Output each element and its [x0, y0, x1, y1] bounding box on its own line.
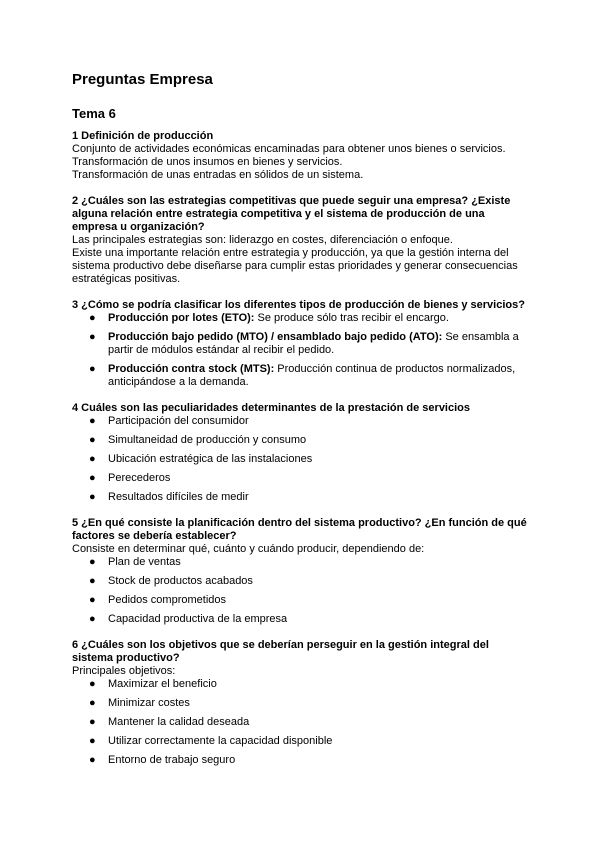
list-item: [72, 613, 532, 626]
answer-line: Transformación de unos insumos en bienes y servicios.: [72, 156, 343, 168]
bullet-icon: ●: [89, 453, 96, 465]
list-item: [72, 697, 532, 710]
list-item: [72, 472, 532, 485]
list-item: [72, 735, 532, 748]
answer-line: Consiste en determinar qué, cuánto y cuándo producir, dependiendo de:: [72, 543, 425, 555]
list-item: [72, 312, 532, 325]
bullet-icon: ●: [89, 312, 96, 324]
question-heading: 3 ¿Cómo se podría clasificar los diferentes tipos de producción de bienes y servicios?: [72, 299, 525, 311]
bullet-icon: ●: [89, 556, 96, 568]
item-text: Se ensambla a partir de módulos estándar al recibir el pedido.: [108, 331, 519, 356]
bullet-icon: ●: [89, 434, 96, 446]
bullet-icon: ●: [89, 415, 96, 427]
answer-line: Transformación de unas entradas en sólidos de un sistema.: [72, 169, 364, 181]
bullet-icon: ●: [89, 331, 96, 343]
item-text: Resultados difíciles de medir: [108, 491, 249, 503]
section-4: [72, 402, 532, 504]
question-heading: 4 Cuáles son las peculiaridades determinantes de la prestación de servicios: [72, 402, 470, 414]
item-text: Entorno de trabajo seguro: [108, 754, 236, 766]
item-text: Mantener la calidad deseada: [108, 716, 250, 728]
list-item: [72, 716, 532, 729]
item-term: Producción por lotes (ETO):: [108, 312, 255, 324]
bullet-icon: ●: [89, 491, 96, 503]
bullet-icon: ●: [89, 735, 96, 747]
item-text: Participación del consumidor: [108, 415, 249, 427]
document-page: [72, 70, 532, 780]
item-text: Perecederos: [108, 472, 171, 484]
bullet-icon: ●: [89, 697, 96, 709]
item-text: Maximizar el beneficio: [108, 678, 217, 690]
item-term: Producción bajo pedido (MTO) / ensamblado bajo pedido (ATO):: [108, 331, 443, 343]
question-heading: 5 ¿En qué consiste la planificación dentro del sistema productivo? ¿En función de qué factores se debería establecer?: [72, 517, 527, 542]
item-text: Ubicación estratégica de las instalaciones: [108, 453, 313, 465]
bullet-icon: ●: [89, 363, 96, 375]
question-heading: 1 Definición de producción: [72, 130, 214, 142]
bullet-icon: ●: [89, 575, 96, 587]
list-item: [72, 453, 532, 466]
section-2: [72, 195, 532, 286]
section-3: [72, 299, 532, 389]
answer-line: Las principales estrategias son: liderazgo en costes, diferenciación o enfoque.: [72, 234, 453, 246]
item-text: Simultaneidad de producción y consumo: [108, 434, 307, 446]
list-item: [72, 678, 532, 691]
bullet-icon: ●: [89, 754, 96, 766]
list-item: [72, 594, 532, 607]
list-item: [72, 415, 532, 428]
production-types-list: [72, 312, 532, 389]
bullet-icon: ●: [89, 716, 96, 728]
item-text: Stock de productos acabados: [108, 575, 253, 587]
answer-line: Existe una importante relación entre estrategia y producción, ya que la gestión interna del sistema productivo debe diseñarse para cumplir estas prioridades y generar consecuencias estratégicas positivas.: [72, 247, 518, 285]
topic-heading: Tema 6: [72, 106, 116, 121]
item-text: Capacidad productiva de la empresa: [108, 613, 288, 625]
list-item: [72, 434, 532, 447]
list-item: [72, 556, 532, 569]
section-6: [72, 639, 532, 767]
document-title: Preguntas Empresa: [72, 71, 213, 88]
item-text: Plan de ventas: [108, 556, 181, 568]
list-item: [72, 331, 532, 357]
service-traits-list: [72, 415, 532, 504]
question-heading: 2 ¿Cuáles son las estrategias competitivas que puede seguir una empresa? ¿Existe alguna relación entre estrategia competitiva y el sistema de producción de una empresa u organización?: [72, 195, 511, 233]
planning-factors-list: [72, 556, 532, 626]
objectives-list: [72, 678, 532, 767]
answer-line: Principales objetivos:: [72, 665, 176, 677]
item-text: Minimizar costes: [108, 697, 190, 709]
list-item: [72, 491, 532, 504]
bullet-icon: ●: [89, 678, 96, 690]
item-text: Pedidos comprometidos: [108, 594, 227, 606]
section-1: [72, 130, 532, 182]
bullet-icon: ●: [89, 472, 96, 484]
answer-line: Conjunto de actividades económicas encaminadas para obtener unos bienes o servicios.: [72, 143, 506, 155]
item-text: Producción continua de productos normalizados, anticipándose a la demanda.: [108, 363, 516, 388]
item-text: Se produce sólo tras recibir el encargo.: [254, 312, 449, 324]
list-item: [72, 363, 532, 389]
bullet-icon: ●: [89, 613, 96, 625]
section-5: [72, 517, 532, 626]
list-item: [72, 575, 532, 588]
bullet-icon: ●: [89, 594, 96, 606]
item-text: Utilizar correctamente la capacidad disponible: [108, 735, 333, 747]
item-term: Producción contra stock (MTS):: [108, 363, 275, 375]
list-item: [72, 754, 532, 767]
question-heading: 6 ¿Cuáles son los objetivos que se deberían perseguir en la gestión integral del sistema productivo?: [72, 639, 489, 664]
